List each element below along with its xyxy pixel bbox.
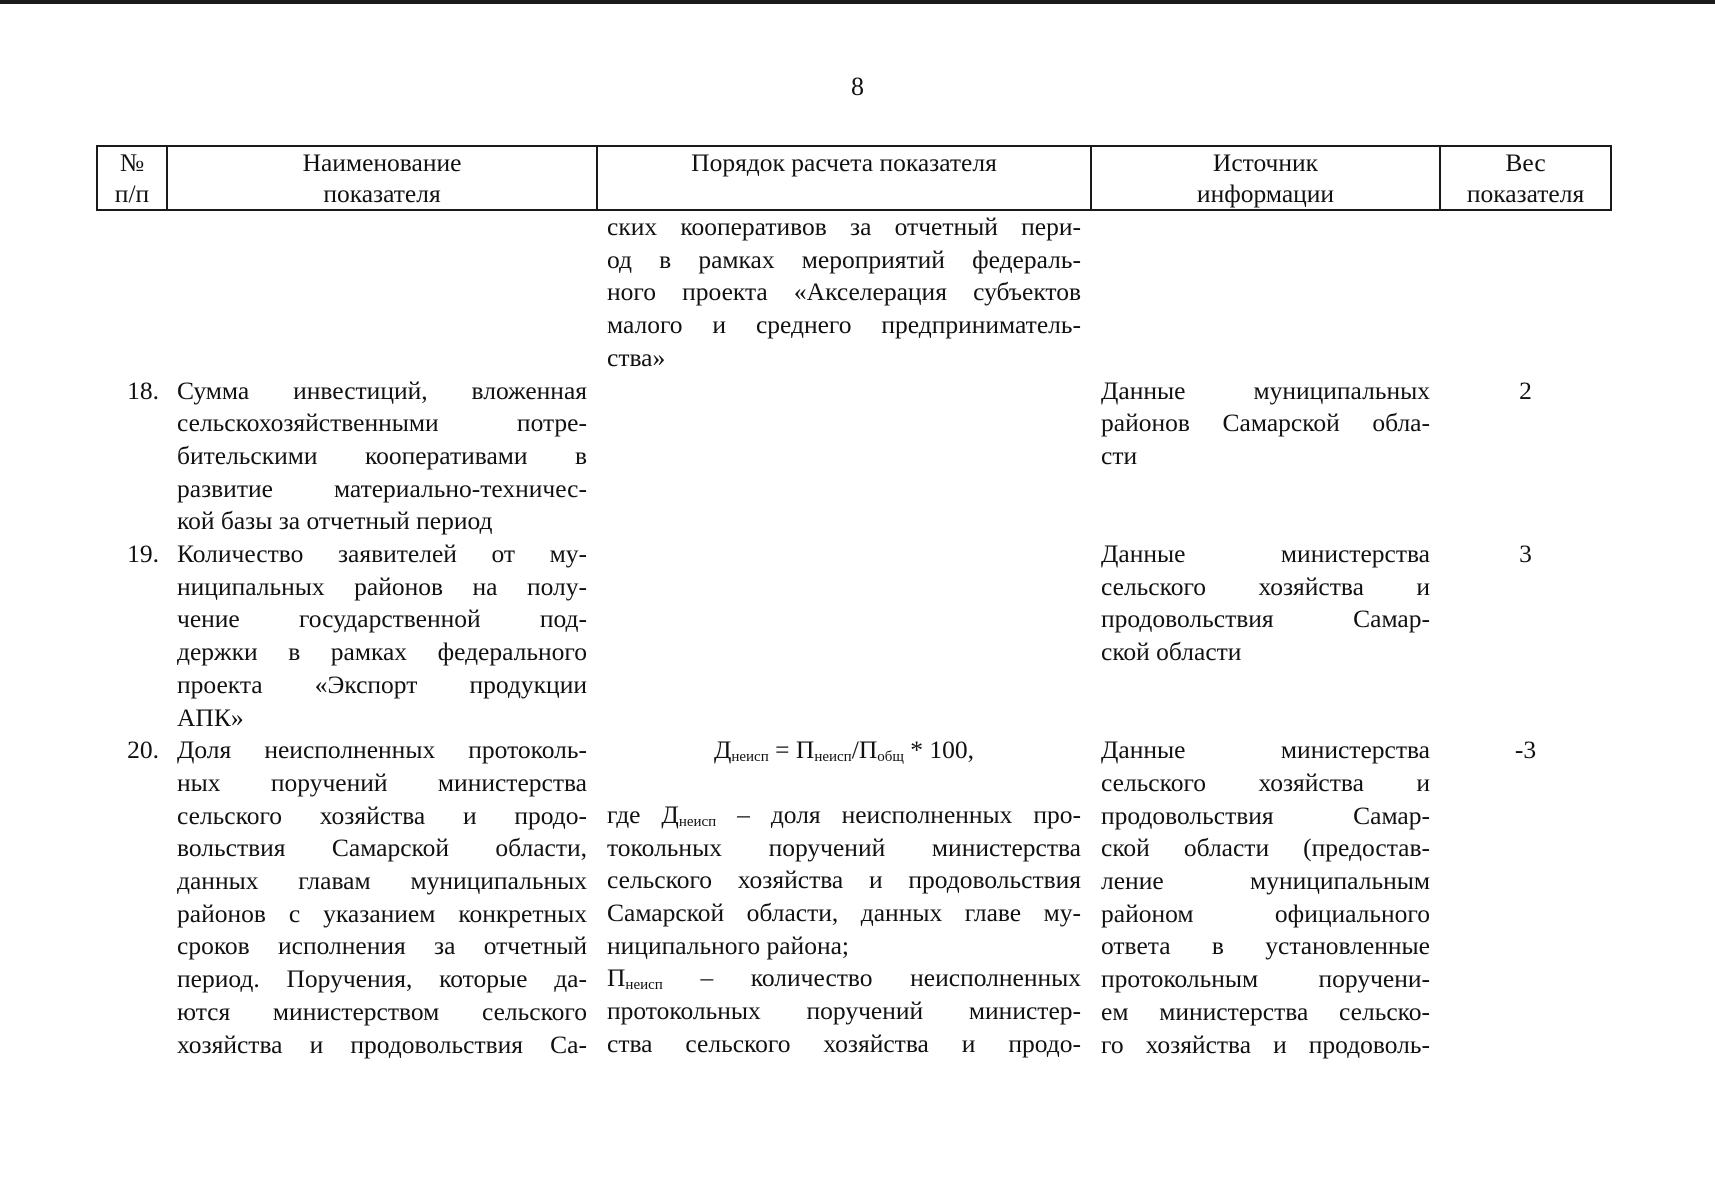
text-fragment: – количество неисполненных: [662, 963, 1081, 993]
text-line: продовольствия Самар-: [1101, 800, 1430, 830]
text-line: ниципального района;: [607, 930, 849, 960]
text-line: протокольных поручений министер-: [607, 996, 1081, 1026]
header-num: [97, 146, 167, 210]
calculation-method: [597, 375, 1091, 539]
text-line: ниципальных районов на полу-: [177, 571, 587, 601]
row-number: 19.: [127, 539, 159, 569]
text-line: держки в рамках федерального: [177, 637, 587, 667]
text-line: ской области: [1101, 637, 1242, 667]
text-line: Данные министерства: [1101, 735, 1430, 765]
text-line: период. Поручения, которые да-: [177, 964, 587, 994]
header-line: Источник: [1212, 148, 1319, 177]
text-line: районов Самарской обла-: [1101, 408, 1430, 438]
text-line: малого и среднего предприниматель-: [607, 310, 1081, 340]
text-line: ства сельского хозяйства и продо-: [607, 1028, 1081, 1058]
text-line: [607, 799, 1081, 832]
text-fragment: – доля неисполненных про-: [716, 799, 1081, 829]
formula-subscript: неисп: [731, 749, 769, 766]
page-number: 8: [851, 72, 864, 101]
header-line: Вес: [1505, 148, 1546, 177]
indicator-name: [167, 375, 597, 539]
text-line: бительскими кооперативами в: [177, 440, 587, 470]
text-line: сельскохозяйственными потре-: [177, 408, 587, 438]
text-line: ских кооперативов за отчетный пери-: [607, 212, 1081, 241]
formula-subscript: неисп: [814, 749, 852, 766]
formula-subscript: неисп: [678, 813, 717, 830]
text-line: сроков исполнения за отчетный: [177, 931, 587, 961]
indicator-weight: 3: [1519, 539, 1532, 569]
cell-calc: [597, 210, 1091, 375]
formula-symbol: П: [858, 735, 878, 765]
text-line: протокольным поручени-: [1101, 964, 1430, 994]
indicator-table-sheet: [96, 145, 1610, 1061]
text-line: АПК»: [177, 702, 244, 732]
text-line: ем министерства сельско-: [1101, 996, 1430, 1026]
header-source: [1091, 146, 1440, 210]
header-calc: [597, 146, 1091, 210]
text-line: Самарской области, данных главе му-: [607, 898, 1081, 928]
indicator-table: [96, 145, 1612, 1061]
text-line: сти: [1101, 440, 1138, 470]
text-line: од в рамках мероприятий федераль-: [607, 244, 1081, 274]
formula-symbol: Д: [713, 735, 732, 765]
header-line: №: [119, 148, 145, 177]
text-line: ской области (предостав-: [1101, 833, 1430, 863]
formula-tail: * 100,: [903, 735, 975, 765]
text-line: ных поручений министерства: [177, 767, 587, 797]
table-row-continuation: [97, 210, 1611, 375]
row-number: 20.: [127, 735, 159, 765]
text-line: сельского хозяйства и: [1101, 571, 1430, 601]
text-line: токольных поручений министерства: [607, 832, 1081, 862]
header-line: показателя: [1466, 179, 1585, 208]
header-line: информации: [1196, 179, 1335, 208]
text-line: развитие материально-техничес-: [177, 473, 587, 503]
text-line: продовольствия Самар-: [1101, 604, 1430, 634]
information-source: [1091, 734, 1440, 1061]
table-row-20: [97, 734, 1611, 1061]
indicator-name: [167, 538, 597, 734]
text-line: Данные муниципальных: [1101, 375, 1430, 405]
text-line: районов с указанием конкретных: [177, 898, 587, 928]
text-line: ответа в установленные: [1101, 931, 1430, 961]
table-row-19: [97, 538, 1611, 734]
calculation-method: [597, 734, 1091, 1061]
text-line: районом официального: [1101, 898, 1430, 928]
cell-source: [1091, 210, 1440, 375]
header-line: Наименование: [302, 148, 462, 177]
text-line: чение государственной под-: [177, 604, 587, 634]
indicator-name: [167, 734, 597, 1061]
text-line: Доля неисполненных протоколь-: [177, 735, 587, 765]
text-line: ление муниципальным: [1101, 866, 1430, 896]
formula-operator: =: [768, 735, 796, 765]
text-line: проекта «Экспорт продукции: [177, 669, 587, 699]
header-weight: [1440, 146, 1611, 210]
top-edge-rule: [0, 0, 1715, 4]
information-source: [1091, 538, 1440, 734]
text-line: сельского хозяйства и: [1101, 767, 1430, 797]
formula-symbol: П: [795, 735, 815, 765]
text-line: го хозяйства и продоволь-: [1101, 1029, 1430, 1059]
text-line: сельского хозяйства и продовольствия: [607, 865, 1081, 895]
calculation-method: [597, 538, 1091, 734]
text-line: Данные министерства: [1101, 539, 1430, 569]
indicator-weight: 2: [1519, 375, 1532, 405]
text-line: [607, 962, 1081, 995]
text-line: Количество заявителей от му-: [177, 539, 587, 569]
text-line: ства»: [607, 342, 666, 372]
row-number: 18.: [127, 375, 159, 405]
text-line: хозяйства и продовольствия Са-: [177, 1029, 587, 1059]
formula-operator: /: [851, 735, 859, 765]
header-name: [167, 146, 597, 210]
header-line: Порядок расчета показателя: [691, 148, 997, 177]
cell-name: [167, 210, 597, 375]
header-line: показателя: [323, 179, 441, 208]
text-line: ются министерством сельского: [177, 996, 587, 1026]
text-fragment: П: [607, 963, 626, 993]
text-line: данных главам муниципальных: [177, 866, 587, 896]
text-line: сельского хозяйства и продо-: [177, 800, 587, 830]
text-line: вольствия Самарской области,: [177, 833, 587, 863]
text-fragment: где Д: [607, 799, 679, 829]
text-line: кой базы за отчетный период: [177, 506, 493, 536]
table-header: [97, 146, 1611, 210]
table-row-18: [97, 375, 1611, 539]
cell-weight: [1440, 210, 1611, 375]
text-line: ного проекта «Акселерация субъектов: [607, 277, 1081, 307]
indicator-weight: -3: [1514, 735, 1537, 765]
header-line: п/п: [114, 179, 150, 208]
text-line: Сумма инвестиций, вложенная: [177, 375, 587, 405]
formula: [607, 734, 1081, 767]
formula-subscript: неисп: [625, 977, 663, 994]
formula-subscript: общ: [877, 749, 904, 766]
cell-num: [97, 210, 167, 375]
information-source: [1091, 375, 1440, 539]
